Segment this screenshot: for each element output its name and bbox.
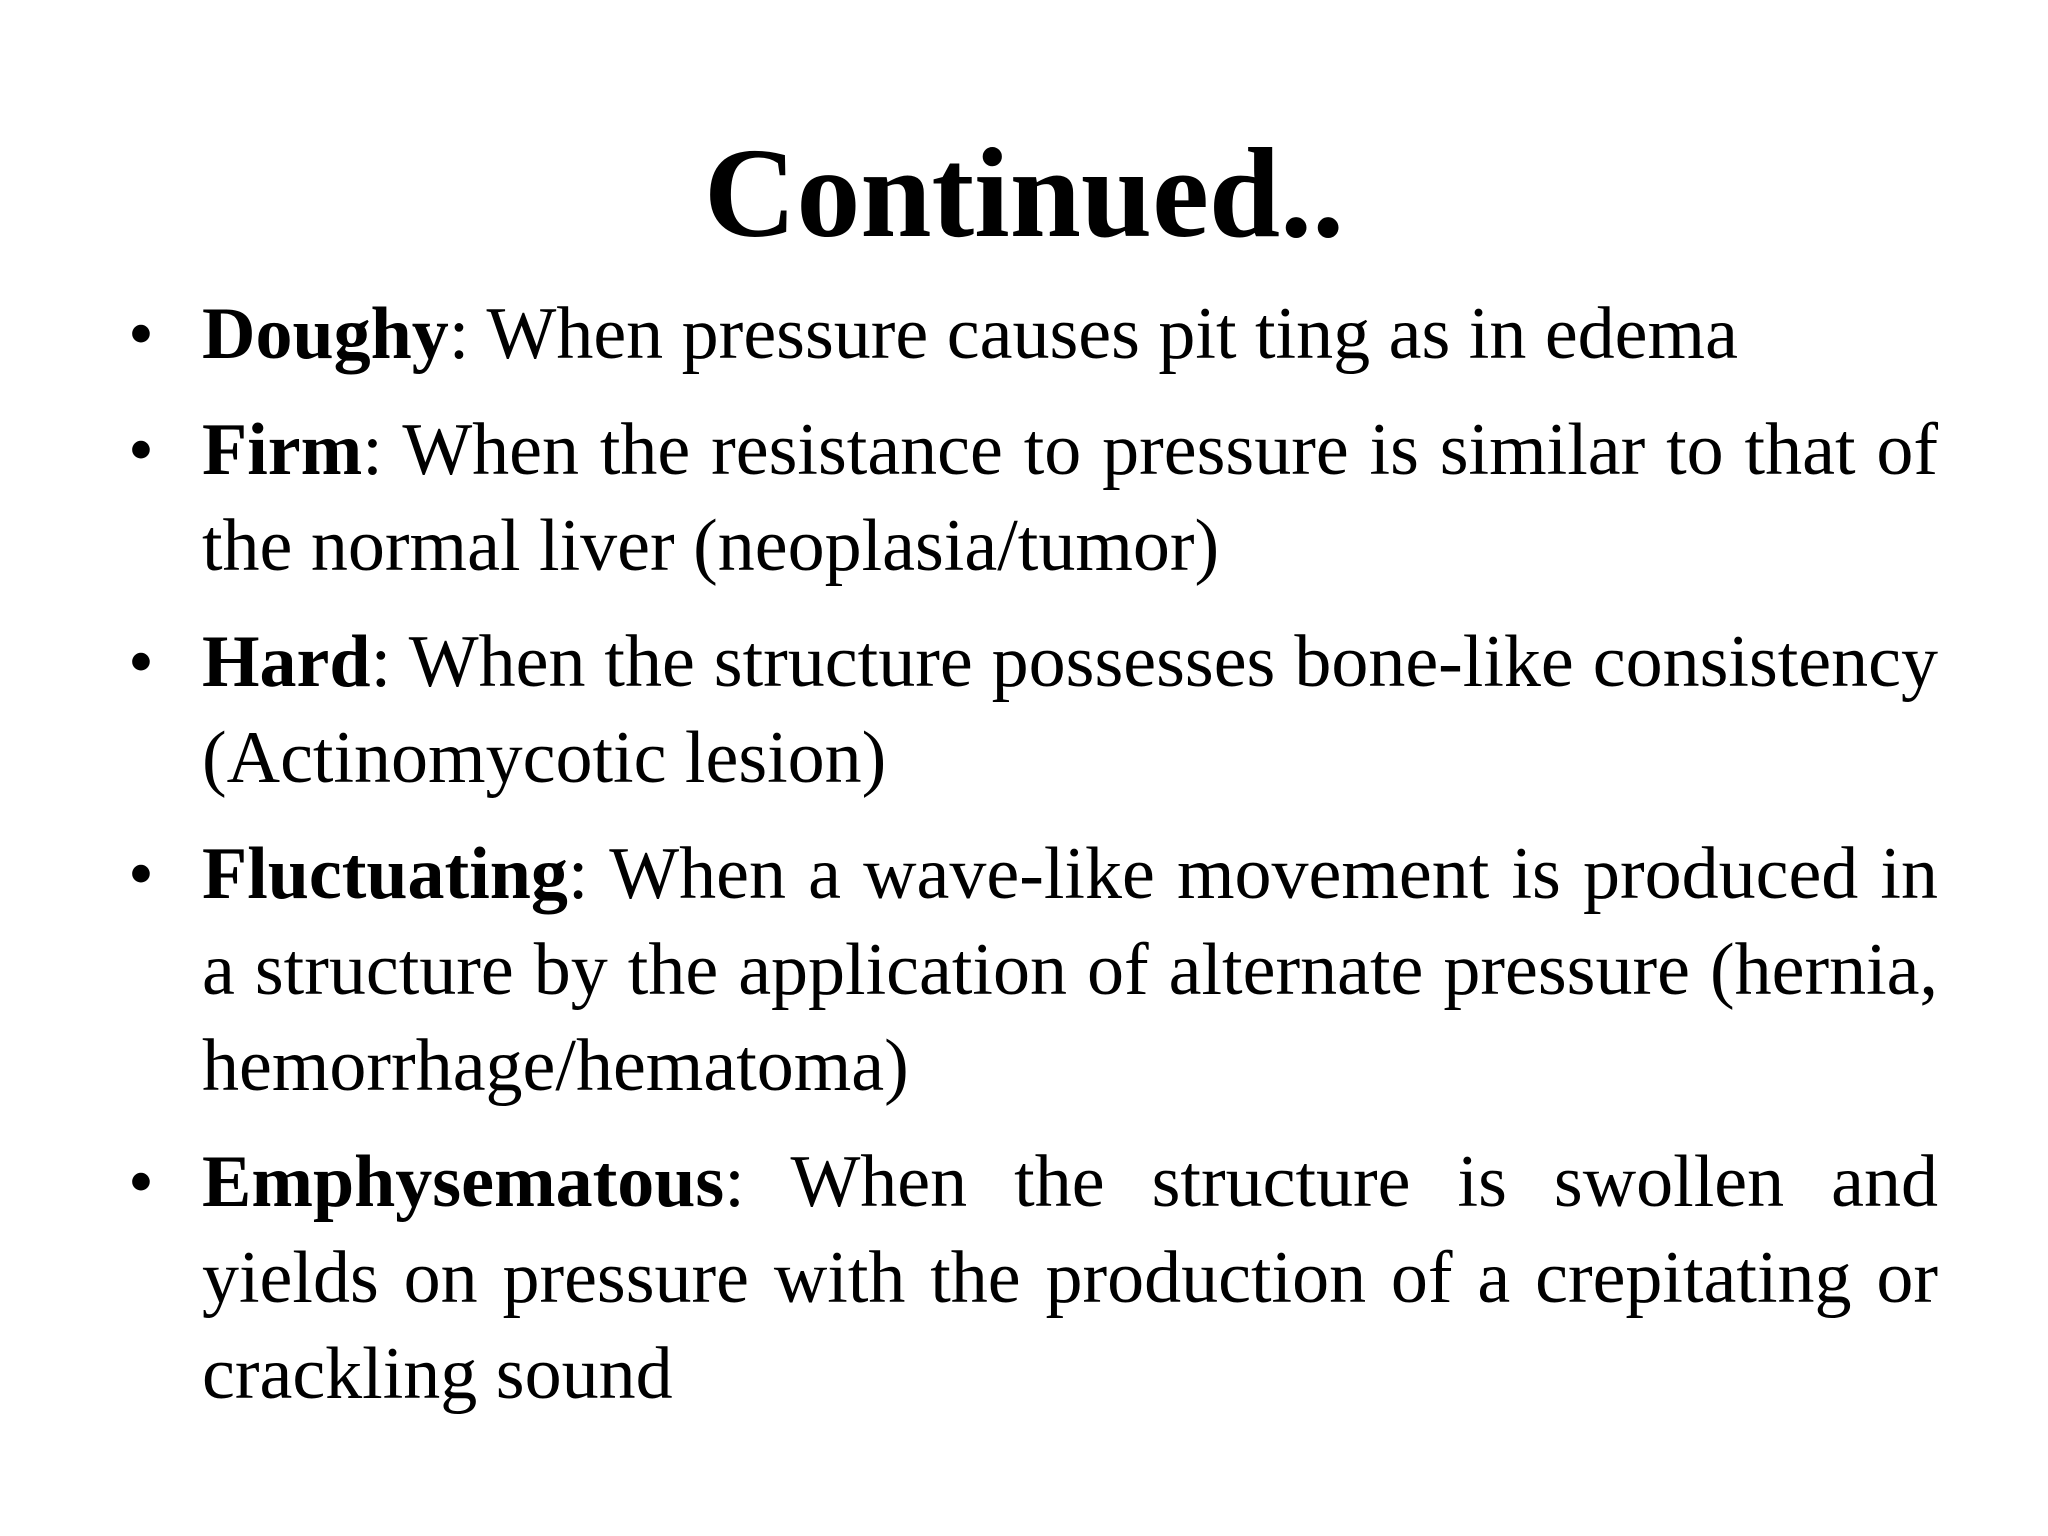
bullet-term: Fluctuating <box>202 833 568 915</box>
bullet-doughy <box>128 286 1938 382</box>
slide-title: Continued.. <box>703 122 1345 264</box>
bullet-term: Firm <box>202 409 363 491</box>
bullet-term: Doughy <box>202 293 449 375</box>
bullet-description: : When the resistance to pressure is similar to that of the normal liver (neoplasia/tumor) <box>202 409 1938 587</box>
bullet-term: Hard <box>202 621 371 703</box>
bullet-term: Emphysematous <box>202 1141 725 1223</box>
bullet-fluctuating <box>128 826 1938 1114</box>
bullet-firm <box>128 402 1938 594</box>
bullet-description: : When the structure possesses bone-like consistency (Actinomycotic lesion) <box>202 621 1938 799</box>
bullet-description: : When the structure is swollen and yields on pressure with the production of a crepitating or crackling sound <box>202 1141 1938 1415</box>
bullet-description: : When pressure causes pit ting as in edema <box>448 293 1738 375</box>
bullet-description: : When a wave-like movement is produced in a structure by the application of alternate pressure (hernia, hemorrhage/hematoma) <box>202 833 1938 1107</box>
bullet-list <box>128 286 1938 1442</box>
bullet-hard <box>128 614 1938 806</box>
bullet-emphysematous <box>128 1134 1938 1422</box>
